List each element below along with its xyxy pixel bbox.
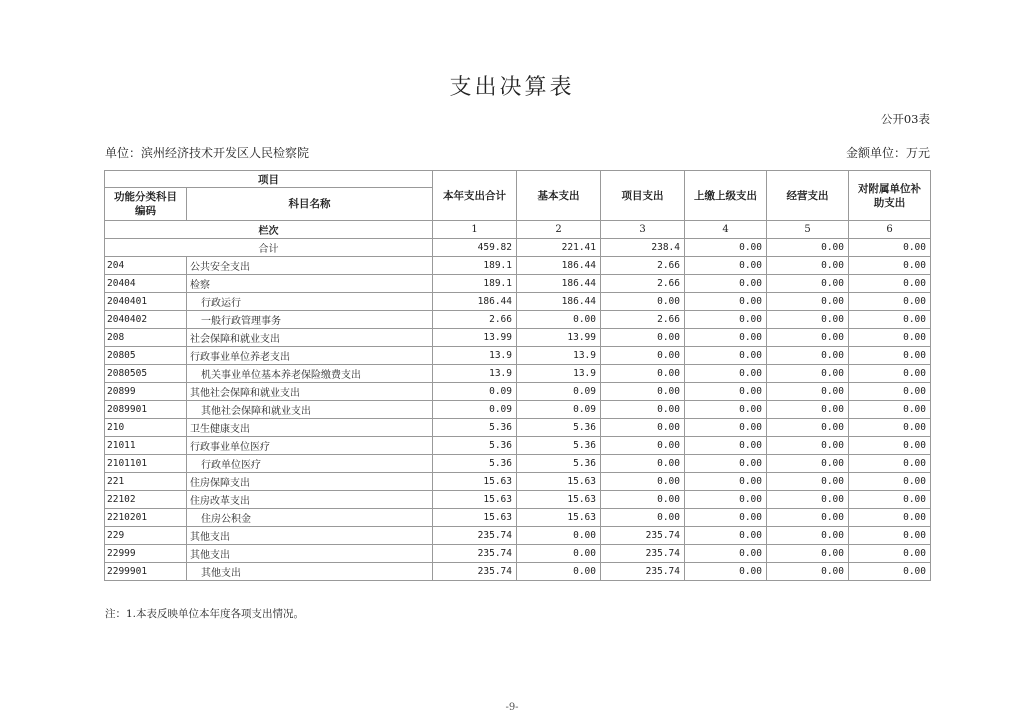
row-value: 5.36 [433,455,517,473]
row-value: 0.00 [767,329,849,347]
row-value: 235.74 [433,545,517,563]
row-value: 15.63 [433,509,517,527]
row-subject-name: 行政运行 [187,293,433,311]
row-value: 0.00 [767,527,849,545]
row-code: 2040401 [105,293,187,311]
row-value: 13.9 [517,347,601,365]
row-subject-name: 其他支出 [187,545,433,563]
row-subject-name: 其他支出 [187,527,433,545]
row-subject-name: 行政事业单位养老支出 [187,347,433,365]
row-value: 0.00 [767,311,849,329]
row-value: 0.00 [685,311,767,329]
row-value: 0.00 [685,383,767,401]
colnum-3: 3 [601,221,685,239]
row-value: 13.99 [433,329,517,347]
row-value: 0.00 [849,383,931,401]
row-code: 2210201 [105,509,187,527]
row-value: 0.00 [767,473,849,491]
row-subject-name: 住房改革支出 [187,491,433,509]
row-value: 235.74 [433,563,517,581]
header-operating: 经营支出 [767,171,849,221]
table-row [105,509,931,527]
table-row [105,365,931,383]
row-value: 0.00 [849,437,931,455]
row-value: 2.66 [601,257,685,275]
row-value: 0.00 [685,419,767,437]
row-value: 0.00 [849,311,931,329]
row-value: 0.00 [849,509,931,527]
header-basic: 基本支出 [517,171,601,221]
row-value: 0.09 [517,401,601,419]
row-value: 235.74 [433,527,517,545]
table-row [105,491,931,509]
row-value: 15.63 [517,491,601,509]
row-value: 0.00 [517,545,601,563]
row-subject-name: 公共安全支出 [187,257,433,275]
colnum-4: 4 [685,221,767,239]
row-value: 0.00 [685,437,767,455]
row-value: 5.36 [517,455,601,473]
row-value: 0.00 [685,365,767,383]
row-value: 0.00 [517,563,601,581]
row-code: 22102 [105,491,187,509]
row-value: 0.00 [601,293,685,311]
row-value: 0.00 [685,491,767,509]
header-total: 本年支出合计 [433,171,517,221]
row-value: 186.44 [517,293,601,311]
colnum-1: 1 [433,221,517,239]
row-value: 0.00 [685,293,767,311]
row-code: 21011 [105,437,187,455]
row-subject-name: 检察 [187,275,433,293]
page-number: -9- [505,702,519,713]
row-value: 0.00 [601,347,685,365]
total-value: 238.4 [601,239,685,257]
row-value: 0.00 [849,329,931,347]
total-value: 0.00 [767,239,849,257]
table-row [105,563,931,581]
row-value: 0.00 [685,563,767,581]
row-value: 0.00 [767,347,849,365]
row-code: 20404 [105,275,187,293]
row-code: 20805 [105,347,187,365]
table-row [105,545,931,563]
row-value: 0.00 [767,563,849,581]
row-code: 22999 [105,545,187,563]
table-row [105,347,931,365]
row-value: 13.9 [433,347,517,365]
row-value: 0.00 [517,311,601,329]
row-code: 2040402 [105,311,187,329]
row-value: 0.00 [601,491,685,509]
row-value: 2.66 [433,311,517,329]
row-value: 0.00 [685,329,767,347]
row-value: 0.00 [849,563,931,581]
row-value: 0.00 [767,293,849,311]
row-value: 186.44 [517,275,601,293]
row-value: 0.00 [767,419,849,437]
table-row [105,527,931,545]
total-label: 合计 [105,239,433,257]
total-value: 459.82 [433,239,517,257]
row-value: 0.00 [685,455,767,473]
money-unit-label: 金额单位：万元 [845,146,930,160]
row-value: 0.00 [849,257,931,275]
row-value: 5.36 [517,419,601,437]
row-value: 0.00 [685,545,767,563]
total-value: 0.00 [849,239,931,257]
row-value: 0.00 [601,365,685,383]
row-value: 15.63 [517,473,601,491]
row-code: 2080505 [105,365,187,383]
row-value: 5.36 [517,437,601,455]
row-value: 0.09 [433,383,517,401]
colnum-5: 5 [767,221,849,239]
row-value: 0.09 [517,383,601,401]
page-title: 支出决算表 [449,75,575,100]
row-value: 0.00 [601,329,685,347]
row-value: 0.00 [767,257,849,275]
row-subject-name: 住房公积金 [187,509,433,527]
row-value: 0.00 [849,401,931,419]
row-code: 221 [105,473,187,491]
row-subject-name: 住房保障支出 [187,473,433,491]
form-code: 公开03表 [880,112,930,126]
row-value: 0.00 [685,275,767,293]
row-value: 189.1 [433,275,517,293]
row-value: 235.74 [601,527,685,545]
row-value: 0.00 [685,257,767,275]
row-value: 0.00 [601,437,685,455]
table-row [105,455,931,473]
row-value: 13.9 [517,365,601,383]
row-subject-name: 其他社会保障和就业支出 [187,383,433,401]
table-row [105,473,931,491]
row-subject-name: 一般行政管理事务 [187,311,433,329]
expenditure-table [104,170,931,581]
table-row [105,419,931,437]
row-value: 0.00 [685,401,767,419]
row-subject-name: 其他社会保障和就业支出 [187,401,433,419]
row-value: 0.00 [601,401,685,419]
row-subject-name: 行政事业单位医疗 [187,437,433,455]
row-value: 0.00 [849,455,931,473]
row-value: 0.00 [767,545,849,563]
row-value: 0.00 [601,383,685,401]
total-row [105,239,931,257]
column-number-row [105,221,931,239]
row-code: 210 [105,419,187,437]
row-value: 0.00 [685,473,767,491]
header-subsidy: 对附属单位补助支出 [849,171,931,221]
column-label: 栏次 [105,221,433,239]
row-value: 235.74 [601,545,685,563]
table-row [105,293,931,311]
row-value: 5.36 [433,419,517,437]
row-value: 0.00 [767,275,849,293]
row-code: 2101101 [105,455,187,473]
row-code: 229 [105,527,187,545]
row-value: 189.1 [433,257,517,275]
row-subject-name: 其他支出 [187,563,433,581]
row-value: 0.00 [767,491,849,509]
row-value: 0.00 [767,437,849,455]
table-row [105,401,931,419]
colnum-6: 6 [849,221,931,239]
header-func-code: 功能分类科目编码 [105,188,187,221]
row-value: 0.00 [685,527,767,545]
row-code: 2299901 [105,563,187,581]
table-row [105,383,931,401]
row-value: 186.44 [433,293,517,311]
row-value: 0.00 [849,419,931,437]
row-value: 2.66 [601,275,685,293]
row-value: 0.00 [767,455,849,473]
header-project: 项目 [105,171,433,188]
row-value: 0.00 [601,455,685,473]
row-code: 2089901 [105,401,187,419]
row-value: 235.74 [601,563,685,581]
row-value: 0.09 [433,401,517,419]
row-value: 0.00 [601,419,685,437]
row-value: 0.00 [767,401,849,419]
table-row [105,311,931,329]
row-code: 208 [105,329,187,347]
table-row [105,275,931,293]
row-subject-name: 社会保障和就业支出 [187,329,433,347]
row-value: 0.00 [767,365,849,383]
row-value: 0.00 [849,473,931,491]
row-value: 0.00 [601,509,685,527]
row-value: 0.00 [849,365,931,383]
total-value: 0.00 [685,239,767,257]
row-value: 186.44 [517,257,601,275]
table-row [105,329,931,347]
table-row [105,257,931,275]
row-value: 5.36 [433,437,517,455]
row-value: 0.00 [849,275,931,293]
row-value: 13.99 [517,329,601,347]
row-value: 0.00 [517,527,601,545]
row-code: 204 [105,257,187,275]
table-row [105,437,931,455]
unit-label: 单位：滨州经济技术开发区人民检察院 [105,146,310,160]
row-value: 0.00 [685,509,767,527]
header-project-expenditure: 项目支出 [601,171,685,221]
row-value: 15.63 [517,509,601,527]
row-value: 0.00 [767,383,849,401]
row-code: 20899 [105,383,187,401]
row-value: 0.00 [601,473,685,491]
row-value: 0.00 [849,545,931,563]
row-subject-name: 行政单位医疗 [187,455,433,473]
row-subject-name: 卫生健康支出 [187,419,433,437]
row-value: 0.00 [767,509,849,527]
row-value: 0.00 [849,347,931,365]
header-subject-name: 科目名称 [187,188,433,221]
total-value: 221.41 [517,239,601,257]
row-value: 2.66 [601,311,685,329]
row-value: 0.00 [685,347,767,365]
row-value: 0.00 [849,527,931,545]
row-value: 13.9 [433,365,517,383]
row-value: 15.63 [433,473,517,491]
footnote: 注：1.本表反映单位本年度各项支出情况。 [105,608,305,620]
row-value: 15.63 [433,491,517,509]
row-value: 0.00 [849,491,931,509]
header-upper: 上缴上级支出 [685,171,767,221]
row-value: 0.00 [849,293,931,311]
colnum-2: 2 [517,221,601,239]
row-subject-name: 机关事业单位基本养老保险缴费支出 [187,365,433,383]
